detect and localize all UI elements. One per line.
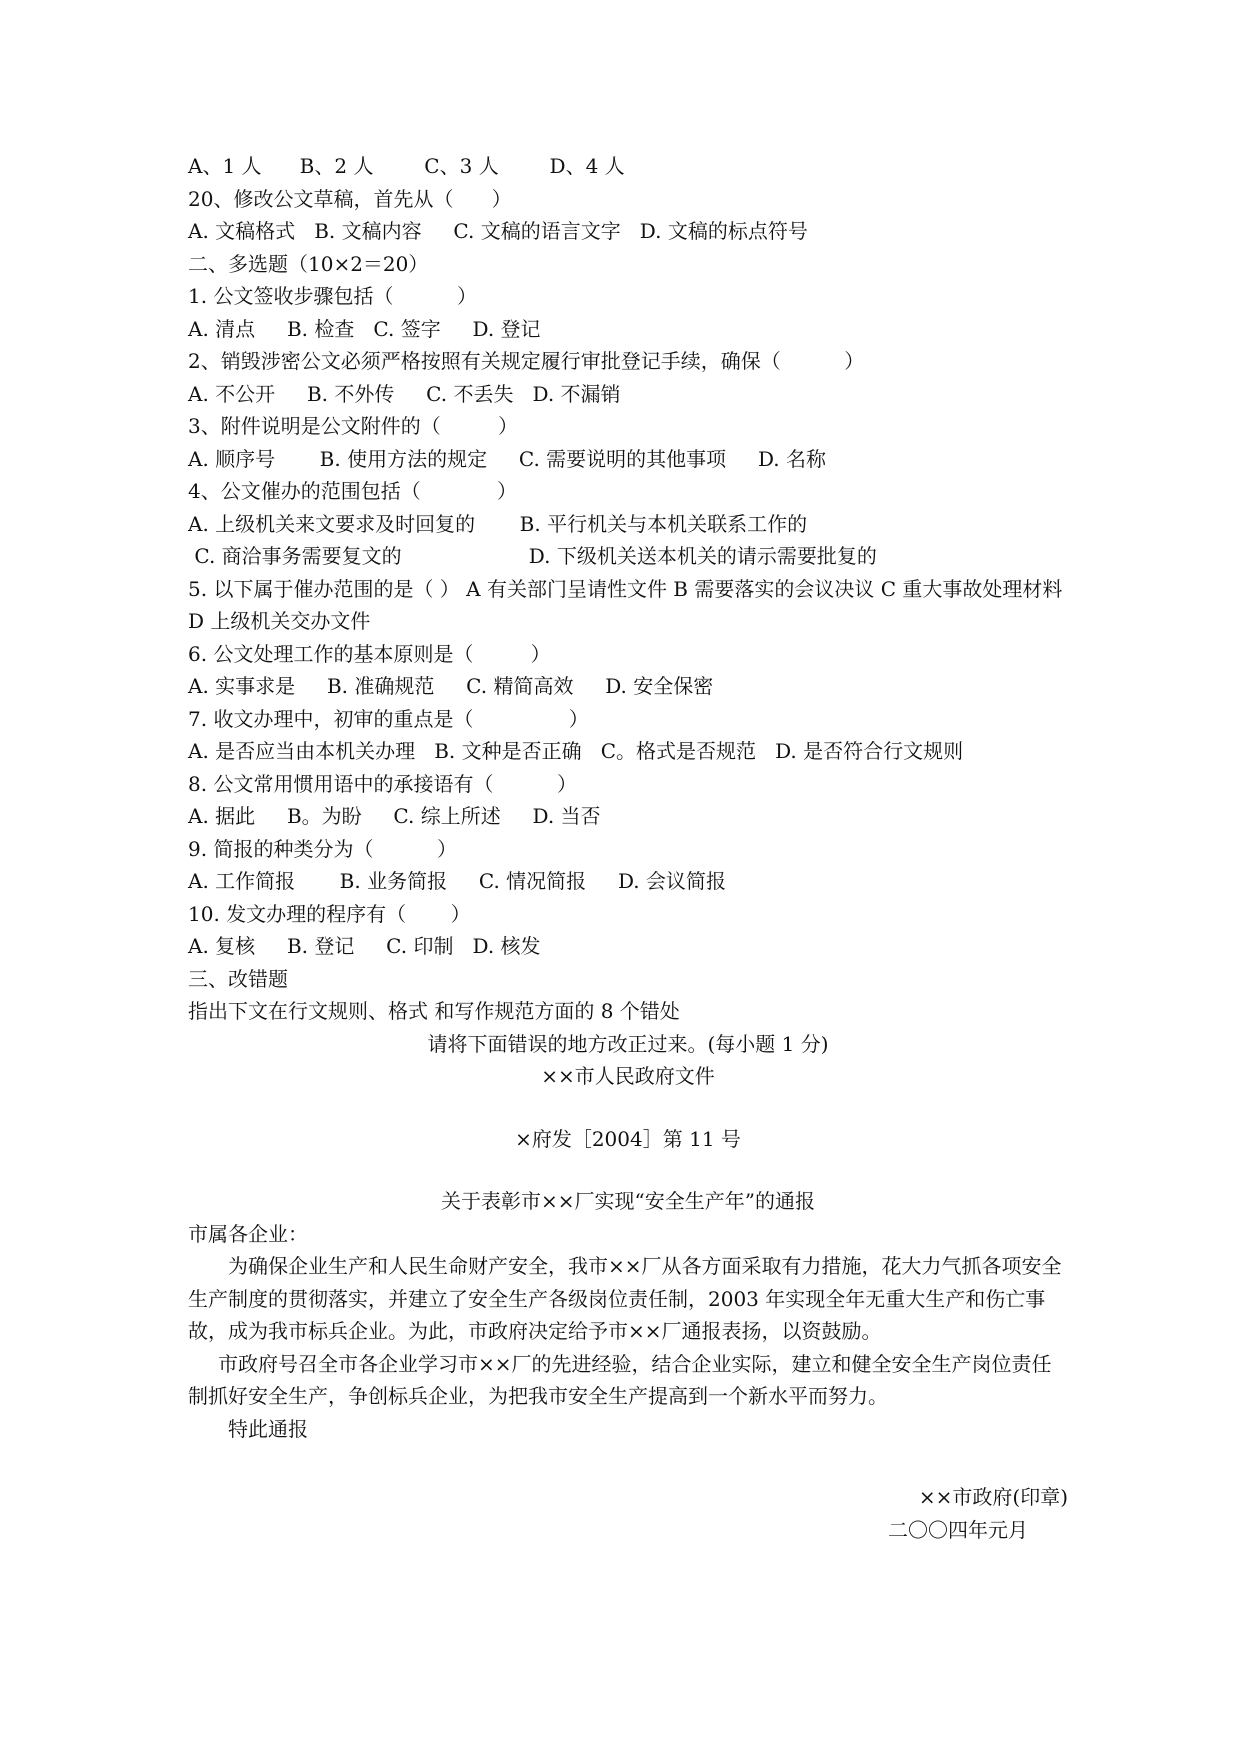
doc-signature: ××市政府(印章) xyxy=(918,1485,1068,1509)
doc-closing: 特此通报 xyxy=(228,1416,308,1441)
multi-q9-stem: 9. 简报的种类分为（ ） xyxy=(188,836,458,861)
multi-q1-stem: 1. 公文签收步骤包括（ ） xyxy=(188,284,478,308)
document-content xyxy=(188,150,1068,1546)
multi-q4-options-cd: C. 商洽事务需要复文的 D. 下级机关送本机关的请示需要批复的 xyxy=(188,544,877,568)
doc-title: 关于表彰市××厂实现“安全生产年”的通报 xyxy=(441,1189,815,1213)
doc-issuer: ××市人民政府文件 xyxy=(541,1064,715,1088)
multi-q8-stem: 8. 公文常用惯用语中的承接语有（ ） xyxy=(188,771,578,796)
multi-q7-stem: 7. 收文办理中，初审的重点是（ ） xyxy=(188,706,589,731)
multi-q2-stem: 2、销毁涉密公文必须严格按照有关规定履行审批登记手续，确保（ ） xyxy=(188,349,865,373)
multi-q3-stem: 3、附件说明是公文附件的（ ） xyxy=(188,414,518,438)
multi-q7-options: A. 是否应当由本机关办理 B. 文种是否正确 C。格式是否规范 D. 是否符合行文规则 xyxy=(188,739,964,763)
multi-q5-stem: 5. 以下属于催办范围的是（ ） A 有关部门呈请性文件 B 需要落实的会议决议 C 重大事故处理材料 D 上级机关交办文件 xyxy=(188,576,1063,633)
multi-q3-options: A. 顺序号 B. 使用方法的规定 C. 需要说明的其他事项 D. 名称 xyxy=(188,446,826,471)
section3-instruction: 指出下文在行文规则、格式 和写作规范方面的 8 个错处 xyxy=(188,999,680,1023)
multi-q4-options-ab: A. 上级机关来文要求及时回复的 B. 平行机关与本机关联系工作的 xyxy=(188,511,808,536)
section2-title: 二、多选题（10×2＝20） xyxy=(188,251,429,276)
section3-title: 三、改错题 xyxy=(188,966,288,991)
q20-options: A. 文稿格式 B. 文稿内容 C. 文稿的语言文字 D. 文稿的标点符号 xyxy=(188,219,808,243)
multi-q4-stem: 4、公文催办的范围包括（ ） xyxy=(188,479,518,503)
multi-q8-options: A. 据此 B。为盼 C. 综上所述 D. 当否 xyxy=(188,804,601,828)
multi-q10-stem: 10. 发文办理的程序有（ ） xyxy=(188,901,471,926)
doc-addressee: 市属各企业： xyxy=(188,1221,308,1246)
doc-number: ×府发［2004］第 11 号 xyxy=(515,1126,741,1151)
doc-paragraph-2: 市政府号召全市各企业学习市××厂的先进经验，结合企业实际，建立和健全安全生产岗位责任制抓好安全生产，争创标兵企业，为把我市安全生产提高到一个新水平而努力。 xyxy=(188,1351,1052,1408)
multi-q9-options: A. 工作简报 B. 业务简报 C. 情况简报 D. 会议简报 xyxy=(188,869,726,893)
q20-stem: 20、修改公文草稿，首先从（ ） xyxy=(188,186,512,211)
multi-q10-options: A. 复核 B. 登记 C. 印制 D. 核发 xyxy=(188,934,541,958)
doc-paragraph-1: 为确保企业生产和人民生命财产安全，我市××厂从各方面采取有力措施，花大力气抓各项安全生产制度的贯彻落实，并建立了安全生产各级岗位责任制，2003 年实现全年无重大生产和伤亡事故，成为我市标兵企业。为此，市政府决定给予市××厂通报表扬，以资鼓励。 xyxy=(188,1254,1062,1343)
multi-q6-stem: 6. 公文处理工作的基本原则是（ ） xyxy=(188,641,551,666)
multi-q1-options: A. 清点 B. 检查 C. 签字 D. 登记 xyxy=(188,316,541,341)
doc-date: 二〇〇四年元月 xyxy=(888,1517,1028,1542)
section3-note: 请将下面错误的地方改正过来。(每小题 1 分) xyxy=(427,1031,829,1056)
multi-q2-options: A. 不公开 B. 不外传 C. 不丢失 D. 不漏销 xyxy=(188,381,621,406)
q19-options: A、1 人 B、2 人 C、3 人 D、4 人 xyxy=(188,154,625,178)
multi-q6-options: A. 实事求是 B. 准确规范 C. 精简高效 D. 安全保密 xyxy=(188,674,714,698)
